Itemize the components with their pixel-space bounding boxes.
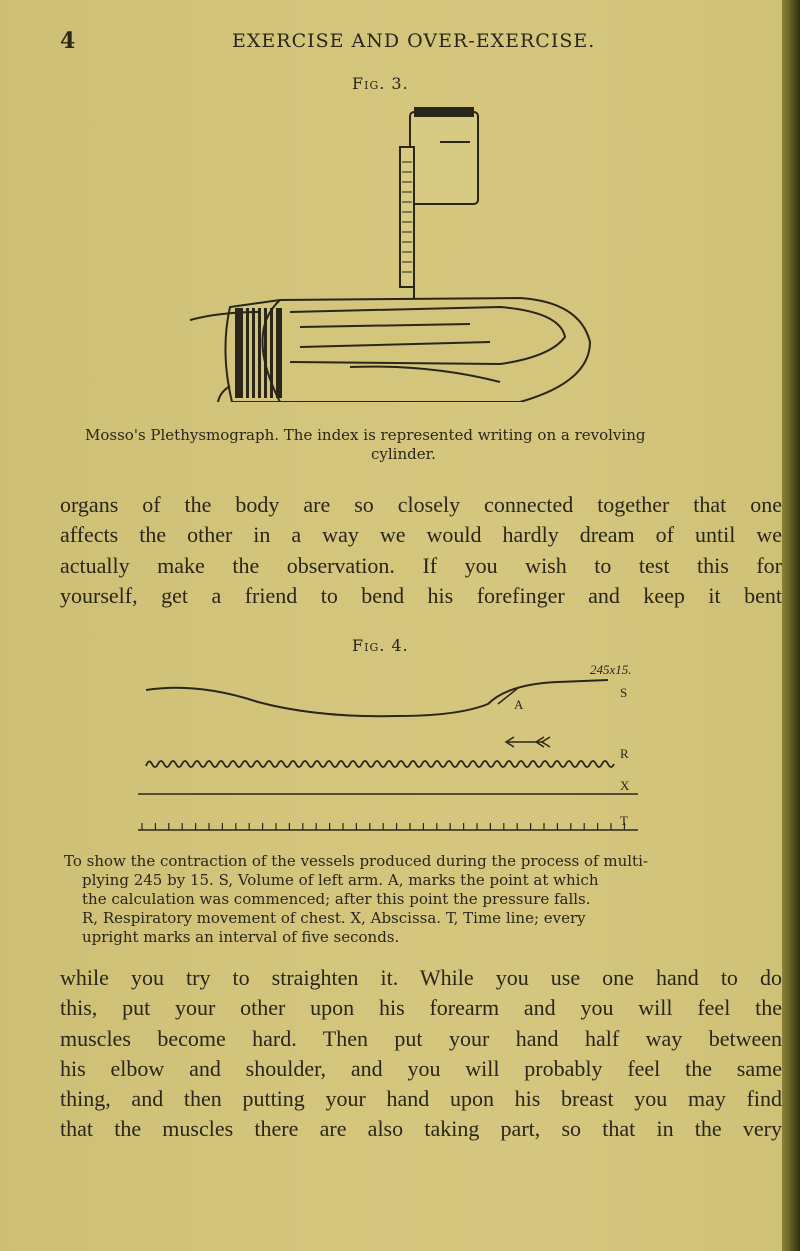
figure-4-caption bbox=[64, 852, 782, 947]
text-line: affects the other in a way we would hardly dream of until we bbox=[60, 522, 782, 548]
annotation-label: 245x15. bbox=[590, 662, 632, 677]
respiratory-wave bbox=[146, 761, 614, 767]
figure-4-caption-line: the calculation was commenced; after this point the pressure falls. bbox=[82, 890, 591, 908]
body-paragraph-2 bbox=[60, 963, 782, 1145]
figure-4-caption-line: To show the contraction of the vessels produced during the process of multi- bbox=[64, 852, 648, 870]
figure-4-caption-line: R, Respiratory movement of chest. X, Abscissa. T, Time line; every bbox=[82, 909, 586, 927]
tracing-diagram bbox=[138, 660, 638, 840]
text-line: this, put your other upon his forearm and you will feel the bbox=[60, 995, 782, 1021]
label-a: A bbox=[514, 697, 524, 712]
figure-4-label: Fig. 4. bbox=[352, 636, 409, 655]
label-t: T bbox=[620, 813, 628, 828]
figure-4-caption-line: plying 245 by 15. S, Volume of left arm. A, marks the point at which bbox=[82, 871, 599, 889]
figure-4-caption-line: upright marks an interval of five seconds. bbox=[82, 928, 400, 946]
figure-3-caption bbox=[85, 426, 785, 464]
text-line: actually make the observation. If you wish to test this for bbox=[60, 552, 782, 578]
arrow-left-icon bbox=[506, 737, 550, 747]
text-line: while you try to straighten it. While you use one hand to do bbox=[60, 965, 782, 990]
figure-3-label: Fig. 3. bbox=[352, 74, 409, 93]
label-x: X bbox=[620, 778, 630, 793]
page-number: 4 bbox=[60, 28, 76, 54]
book-spine-edge bbox=[782, 0, 800, 1251]
text-line: thing, and then putting your hand upon his breast you may find bbox=[60, 1086, 782, 1112]
text-line: his elbow and shoulder, and you will probably feel the same bbox=[60, 1055, 782, 1081]
figure-3-caption-line: Mosso's Plethysmograph. The index is represented writing on a revolving bbox=[85, 426, 646, 444]
text-line: that the muscles there are also taking part, so that in the very bbox=[60, 1116, 782, 1142]
label-s: S bbox=[620, 685, 628, 700]
body-paragraph-1 bbox=[60, 490, 782, 611]
figure-3-caption-line: cylinder. bbox=[371, 445, 436, 463]
page-header bbox=[0, 28, 782, 58]
text-line: organs of the body are so closely connected together that one bbox=[60, 492, 782, 517]
running-title: EXERCISE AND OVER-EXERCISE. bbox=[232, 30, 596, 52]
text-line: yourself, get a friend to bend his forefinger and keep it bent bbox=[60, 582, 782, 608]
text-line: muscles become hard. Then put your hand half way between bbox=[60, 1025, 782, 1051]
plethysmograph-illustration bbox=[170, 102, 620, 402]
time-ticks bbox=[142, 823, 624, 830]
volume-curve bbox=[146, 680, 608, 716]
label-r: R bbox=[620, 746, 629, 761]
